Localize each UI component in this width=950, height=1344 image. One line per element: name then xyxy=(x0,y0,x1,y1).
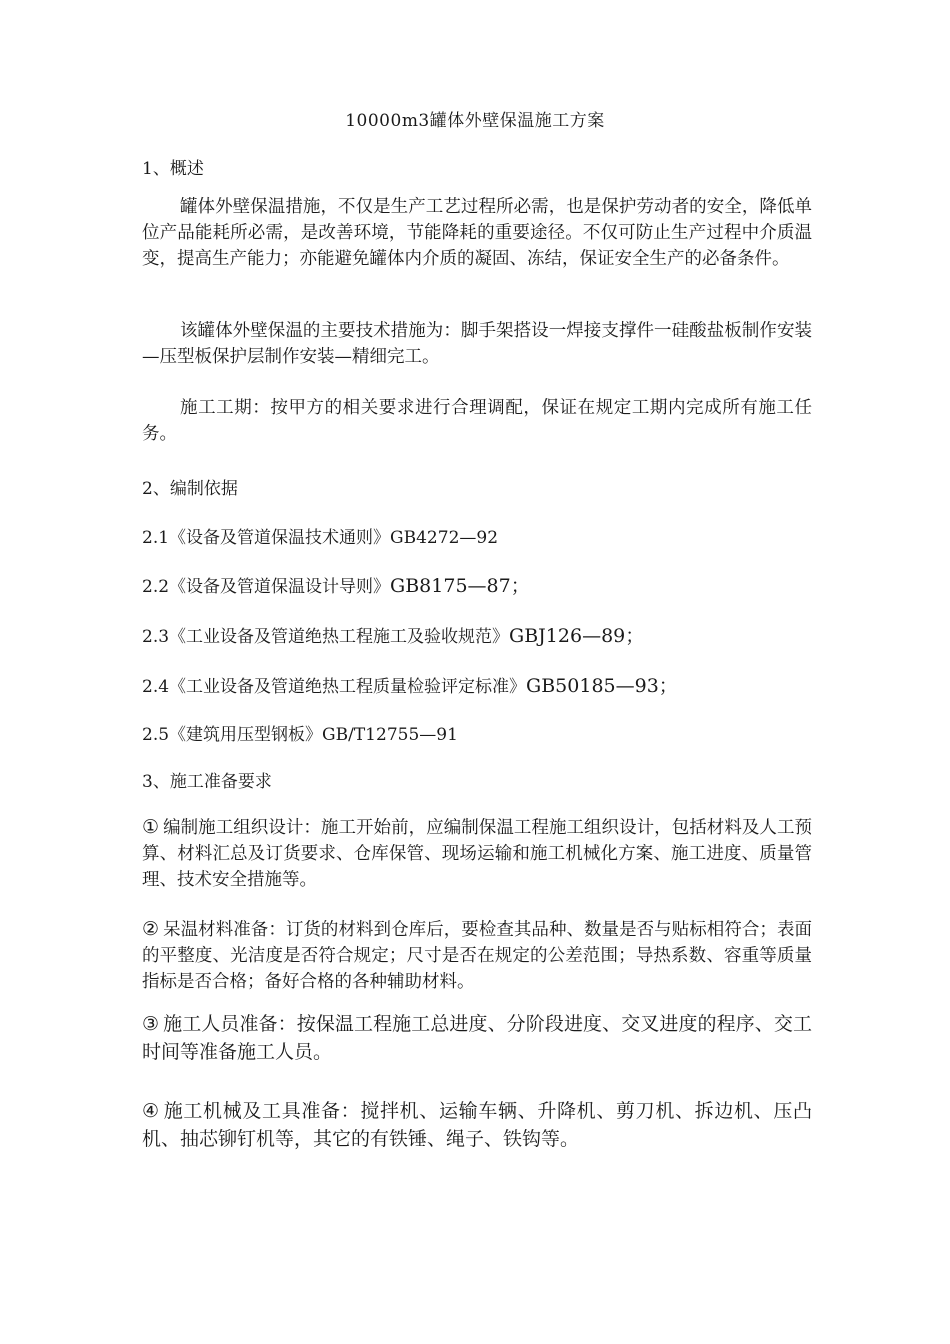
overview-paragraph-1: 罐体外壁保温措施，不仅是生产工艺过程所必需，也是保护劳动者的安全，降低单位产品能耗所必需，是改善环境，节能降耗的重要途径。不仅可防止生产过程中介质温变，提高生产能力；亦能避免罐体内介质的凝固、冻结，保证安全生产的必备条件。 xyxy=(142,197,812,269)
item-text: 呆温材料准备：订货的材料到仓库后，要检查其品种、数量是否与贴标相符合；表面的平整度、光洁度是否符合规定；尺寸是否在规定的公差范围；导热系数、容重等质量指标是否合格；备好合格的各种辅助材料。 xyxy=(142,920,812,992)
item-text: 施工人员准备：按保温工程施工总进度、分阶段进度、交叉进度的程序、交工时间等准备施工人员。 xyxy=(142,1013,812,1063)
section-heading-basis: 2、编制依据 xyxy=(142,479,238,499)
reference-item xyxy=(142,720,458,745)
reference-title: 2.5《建筑用压型钢板》 xyxy=(142,725,323,745)
reference-title: 2.2《设备及管道保温设计导则》 xyxy=(142,577,391,597)
document-title: 10000m3罐体外壁保温施工方案 xyxy=(345,111,605,131)
item-marker: ② xyxy=(142,918,160,940)
preparation-item-1 xyxy=(142,814,812,893)
reference-code: GB8175—87； xyxy=(390,575,530,597)
reference-code: GB/T12755—91 xyxy=(322,725,458,745)
preparation-item-2 xyxy=(142,916,812,995)
reference-item xyxy=(142,571,530,598)
item-text: 施工机械及工具准备：搅拌机、运输车辆、升降机、剪刀机、拆边机、压凸机、抽芯铆钉机等，其它的有铁锤、绳子、铁钩等。 xyxy=(142,1100,812,1150)
preparation-item-4 xyxy=(142,1097,812,1153)
preparation-item-3 xyxy=(142,1010,812,1066)
reference-item xyxy=(142,671,678,698)
item-marker: ③ xyxy=(142,1013,160,1035)
reference-code: GB50185—93； xyxy=(526,675,678,697)
reference-item xyxy=(142,523,498,548)
overview-paragraph-3: 施工工期：按甲方的相关要求进行合理调配，保证在规定工期内完成所有施工任务。 xyxy=(142,398,812,444)
item-marker: ④ xyxy=(142,1100,160,1122)
reference-title: 2.3《工业设备及管道绝热工程施工及验收规范》 xyxy=(142,627,510,647)
overview-paragraph-2: 该罐体外壁保温的主要技术措施为：脚手架搭设一焊接支撑件一硅酸盐板制作安装—压型板保护层制作安装—精细完工。 xyxy=(142,321,812,367)
item-text: 编制施工组织设计：施工开始前，应编制保温工程施工组织设计，包括材料及人工预算、材料汇总及订货要求、仓库保管、现场运输和施工机械化方案、施工进度、质量管理、技术安全措施等。 xyxy=(142,818,812,890)
reference-title: 2.4《工业设备及管道绝热工程质量检验评定标准》 xyxy=(142,677,527,697)
item-marker: ① xyxy=(142,816,160,838)
reference-code: GBJ126—89； xyxy=(509,625,645,647)
reference-title: 2.1《设备及管道保温技术通则》 xyxy=(142,528,391,548)
reference-item xyxy=(142,621,644,648)
reference-code: GB4272—92 xyxy=(390,528,499,548)
section-heading-overview: 1、概述 xyxy=(142,159,204,179)
section-heading-preparation: 3、施工准备要求 xyxy=(142,772,272,792)
